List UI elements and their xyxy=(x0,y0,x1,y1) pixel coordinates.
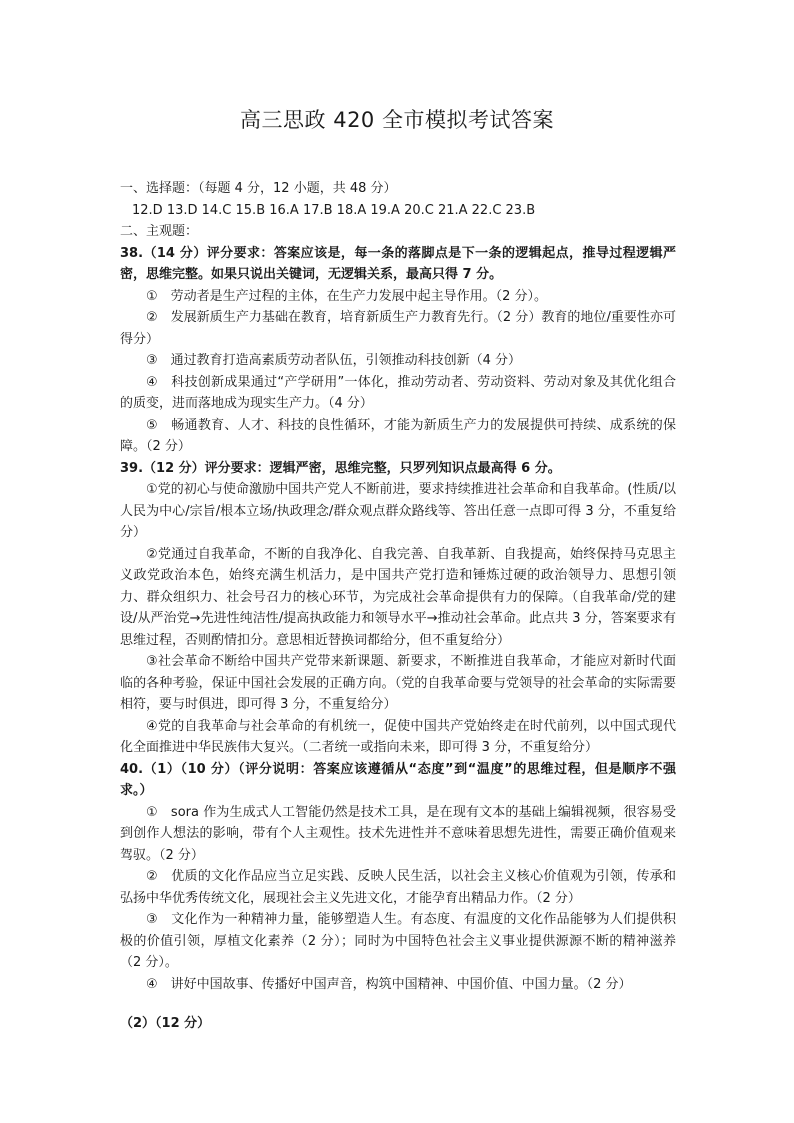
q38-point-1: ① 劳动者是生产过程的主体，在生产力发展中起主导作用。（2 分）。 xyxy=(146,288,548,304)
q39-header: 39.（12 分）评分要求：逻辑严密，思维完整，只罗列知识点最高得 6 分。 xyxy=(120,460,561,476)
q40-point-3: ③ 文化作为一种精神力量，能够塑造人生。有态度、有温度的文化作品能够为人们提供积极的价值引领，厚植文化素养（2 分）；同时为中国特色社会主义事业提供源源不断的精神滋养（2 分）。 xyxy=(120,912,676,970)
q38-point-2: ② 发展新质生产力基础在教育，培育新质生产力教育先行。（2 分）教育的地位/重要性亦可得分） xyxy=(120,310,676,347)
page-title: 高三思政 420 全市模拟考试答案 xyxy=(240,108,554,132)
q38-header: 38.（14 分）评分要求：答案应该是，每一条的落脚点是下一条的逻辑起点，推导过程逻辑严密，思维完整。如果只说出关键词，无逻辑关系，最高只得 7 分。 xyxy=(120,245,676,282)
q39-point-2: ②党通过自我革命，不断的自我净化、自我完善、自我革新、自我提高，始终保持马克思主义政党政治本色，始终充满生机活力，是中国共产党打造和锤炼过硬的政治领导力、思想引领力、群众组织力、社会号召力的核心环节，为完成社会革命提供有力的保障。（自我革命/党的建设/从严治党→先进性纯洁性/提高执政能力和领导水平→推动社会革命。此点共 3 分，答案要求有思维过程，否则酌情扣分。意思相近替换词都给分，但不重复给分） xyxy=(120,546,676,648)
q38-point-4: ④ 科技创新成果通过“产学研用”一体化，推动劳动者、劳动资料、劳动对象及其优化组合的质变，进而落地成为现实生产力。（4 分） xyxy=(120,374,676,411)
q38-point-3: ③ 通过教育打造高素质劳动者队伍，引领推动科技创新（4 分） xyxy=(146,353,522,368)
q39-point-3: ③社会革命不断给中国共产党带来新课题、新要求，不断推进自我革命，才能应对新时代面临的各种考验，保证中国社会发展的正确方向。（党的自我革命要与党领导的社会革命的实际需要相符，要与时俱进，即可得 3 分，不重复给分） xyxy=(120,654,676,712)
answer-content xyxy=(120,178,676,1035)
q40-point-4: ④ 讲好中国故事、传播好中国声音，构筑中国精神、中国价值、中国力量。（2 分） xyxy=(146,976,632,992)
section-2-heading: 二、主观题： xyxy=(120,224,199,239)
q39-point-1: ①党的初心与使命激励中国共产党人不断前进，要求持续推进社会革命和自我革命。(性质/以人民为中心/宗旨/根本立场/执政理念/群众观点群众路线等、答出任意一点即可得 3 分，不重复给分） xyxy=(120,482,676,540)
q40-header: 40.（1）（10 分）（评分说明：答案应该遵循从“态度”到“温度”的思维过程，但是顺序不强求。） xyxy=(120,761,676,798)
q39-point-4: ④党的自我革命与社会革命的有机统一，促使中国共产党始终走在时代前列，以中国式现代化全面推进中华民族伟大复兴。（二者统一或指向未来，即可得 3 分，不重复给分） xyxy=(120,718,676,755)
q40-point-2: ② 优质的文化作品应当立足实践、反映人民生活，以社会主义核心价值观为引领，传承和弘扬中华优秀传统文化，展现社会主义先进文化，才能孕育出精品力作。（2 分） xyxy=(120,869,676,906)
choice-answers: 12.D 13.D 14.C 15.B 16.A 17.B 18.A 19.A 20.C 21.A 22.C 23.B xyxy=(132,202,536,218)
section-1-heading: 一、选择题：（每题 4 分，12 小题，共 48 分） xyxy=(120,181,397,196)
q38-point-5: ⑤ 畅通教育、人才、科技的良性循环，才能为新质生产力的发展提供可持续、成系统的保障。（2 分） xyxy=(120,417,676,454)
q40-point-1: ① sora 作为生成式人工智能仍然是技术工具，是在现有文本的基础上编辑视频，很容易受到创作人想法的影响，带有个人主观性。技术先进性并不意味着思想先进性，需要正确价值观来驾驭。（2 分） xyxy=(120,804,676,863)
q40-part-2-header: （2）（12 分） xyxy=(120,1016,211,1031)
